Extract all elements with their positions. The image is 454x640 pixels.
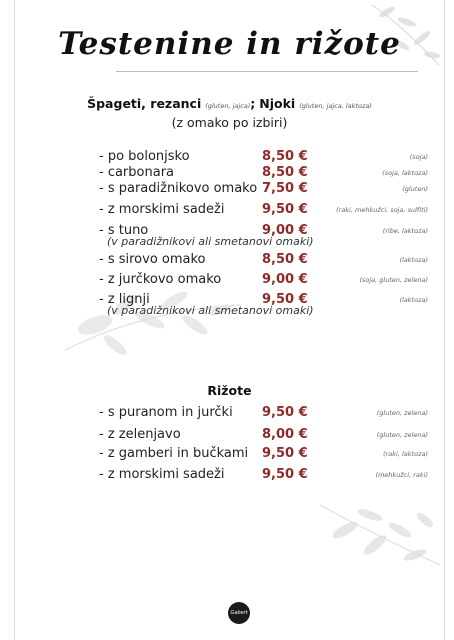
item-price: 7,50 € xyxy=(262,181,308,196)
item-allergens: (raki, mehkužci, soja, sulfiti) xyxy=(336,206,428,214)
item-name: - z lignji xyxy=(99,292,150,307)
item-allergens: (laktoza) xyxy=(399,256,428,264)
pasta-header-tag1: (gluten, jajca) xyxy=(205,102,251,110)
title-divider xyxy=(116,71,418,72)
menu-item-row xyxy=(15,252,444,268)
pasta-header-separator: ; xyxy=(250,96,256,111)
menu-item-row xyxy=(15,223,444,248)
item-note: (v paradižnikovi ali smetanovi omaki) xyxy=(107,235,314,248)
item-allergens: (soja, laktoza) xyxy=(382,169,428,177)
menu-page xyxy=(14,0,445,640)
item-price: 8,50 € xyxy=(262,252,308,267)
item-price: 9,00 € xyxy=(262,272,308,287)
item-name: - s puranom in jurčki xyxy=(99,405,233,420)
pasta-subheader: (z omako po izbiri) xyxy=(171,115,288,130)
item-price: 9,50 € xyxy=(262,467,308,482)
item-allergens: (gluten, zelena) xyxy=(376,409,428,417)
item-name: - z morskimi sadeži xyxy=(99,202,225,217)
item-allergens: (laktoza) xyxy=(399,296,428,304)
menu-item-row xyxy=(15,202,444,218)
item-price: 9,50 € xyxy=(262,446,308,461)
item-price: 8,50 € xyxy=(262,149,308,164)
item-name: - carbonara xyxy=(99,165,175,180)
item-name: - z gamberi in bučkami xyxy=(99,446,249,461)
pasta-header-part1: Špageti, rezanci xyxy=(87,96,202,111)
menu-item-row xyxy=(15,427,444,443)
item-name: - z zelenjavo xyxy=(99,427,181,442)
item-price: 8,50 € xyxy=(262,165,308,180)
olive-branch-decoration-bottom xyxy=(315,490,445,580)
item-allergens: (soja) xyxy=(409,153,428,161)
item-allergens: (gluten) xyxy=(402,185,428,193)
item-name: - s paradižnikovo omako xyxy=(99,181,258,196)
page-title: Testenine in rižote xyxy=(58,26,401,62)
menu-item-row xyxy=(15,149,444,165)
item-price: 9,50 € xyxy=(262,202,308,217)
item-price: 9,50 € xyxy=(262,292,308,307)
risotto-header: Rižote xyxy=(207,383,252,398)
item-price: 9,50 € xyxy=(262,405,308,420)
item-name: - po bolonjsko xyxy=(99,149,190,164)
item-price: 9,00 € xyxy=(262,223,308,238)
item-allergens: (soja, gluten, zelena) xyxy=(359,276,428,284)
restaurant-logo: Gabert xyxy=(228,602,250,624)
menu-item-row xyxy=(15,467,444,483)
pasta-header xyxy=(15,96,444,111)
menu-item-row xyxy=(15,446,444,462)
menu-item-row xyxy=(15,292,444,317)
item-allergens: (gluten, zelena) xyxy=(376,431,428,439)
item-allergens: (mehkužci, raki) xyxy=(375,471,428,479)
item-name: - z morskimi sadeži xyxy=(99,467,225,482)
menu-item-row xyxy=(15,405,444,421)
item-allergens: (raki, laktoza) xyxy=(383,450,428,458)
item-name: - z jurčkovo omako xyxy=(99,272,222,287)
pasta-header-tag2: (gluten, jajca, laktoza) xyxy=(299,102,372,110)
item-name: - s tuno xyxy=(99,223,149,238)
pasta-header-part2: Njoki xyxy=(259,96,296,111)
item-note: (v paradižnikovi ali smetanovi omaki) xyxy=(107,304,314,317)
item-name: - s sirovo omako xyxy=(99,252,206,267)
item-allergens: (ribe, laktoza) xyxy=(382,227,428,235)
menu-item-row xyxy=(15,165,444,181)
menu-item-row xyxy=(15,272,444,288)
menu-item-row xyxy=(15,181,444,197)
item-price: 8,00 € xyxy=(262,427,308,442)
